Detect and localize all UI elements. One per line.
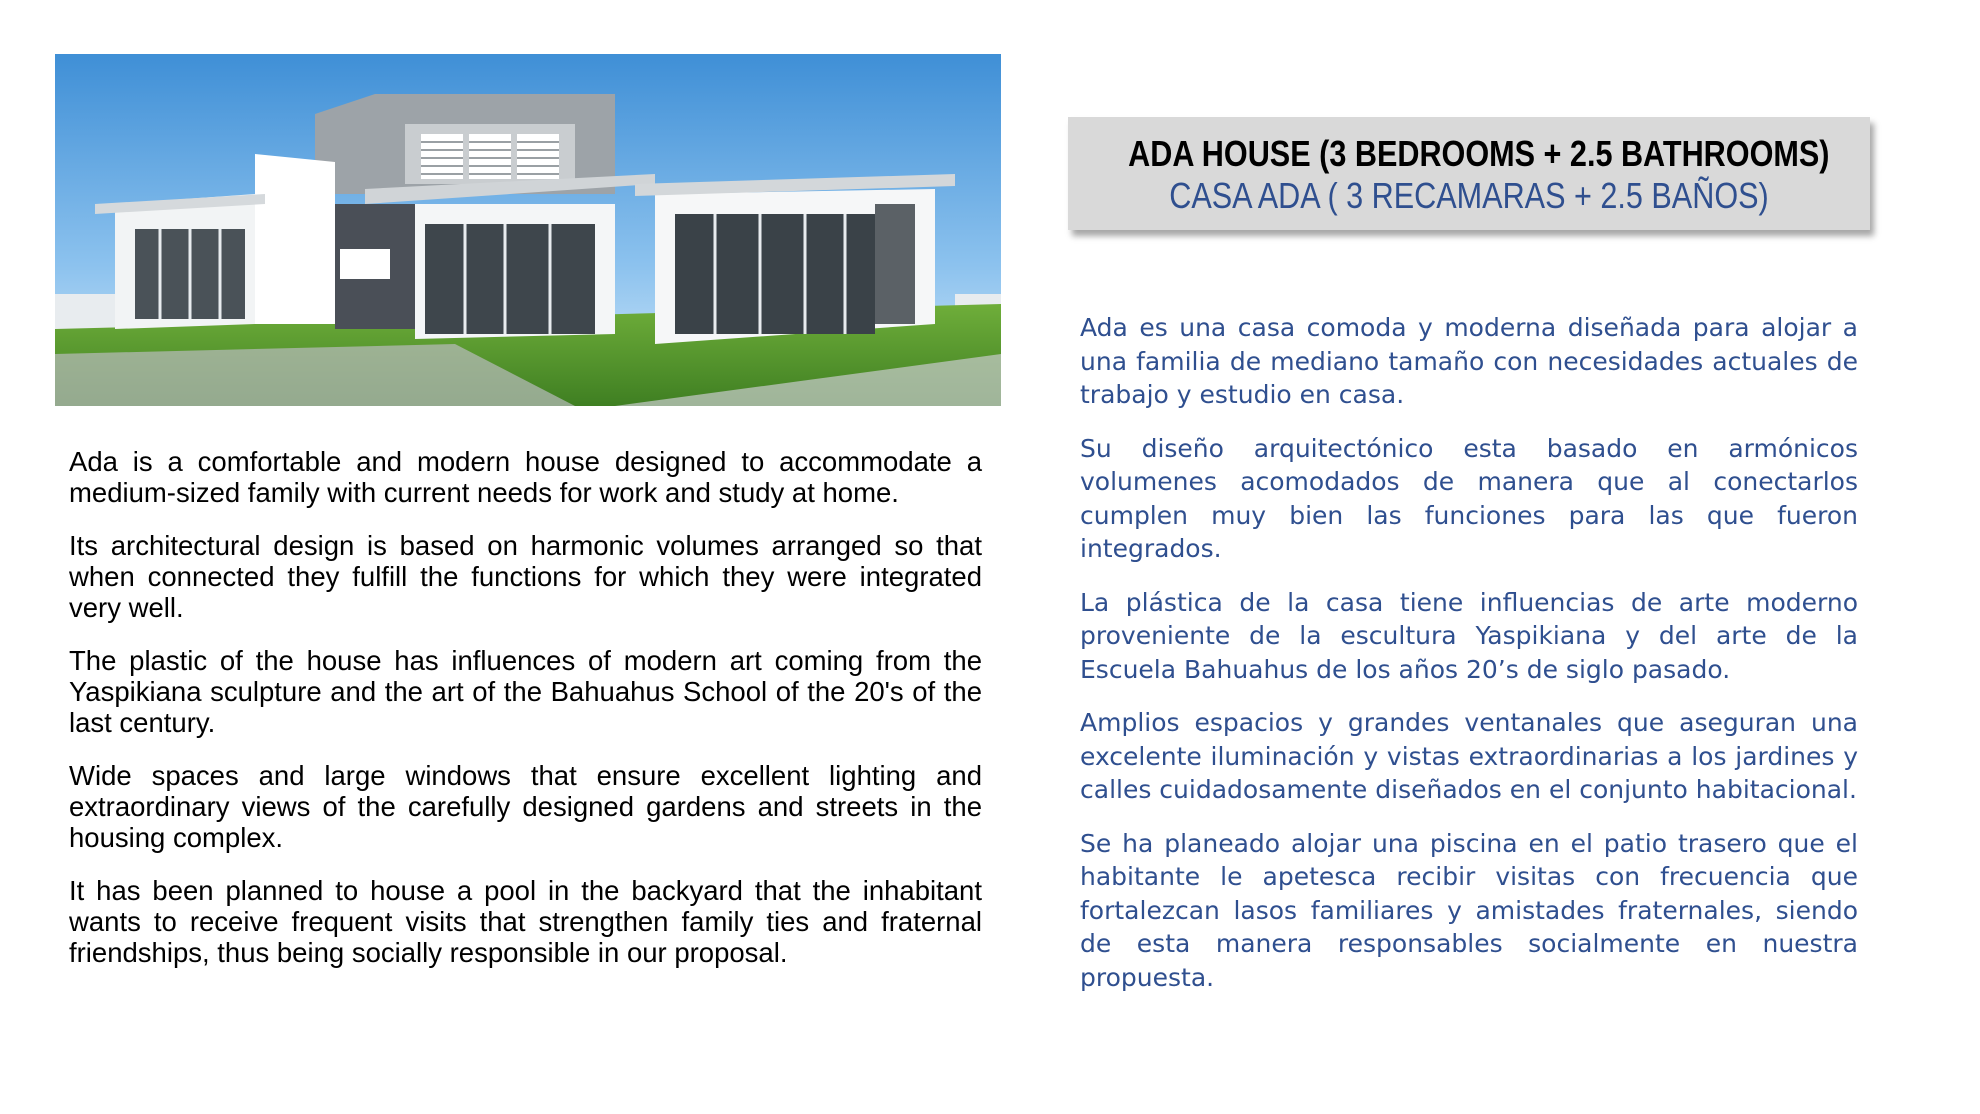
spanish-description	[1080, 311, 1858, 1014]
spanish-paragraph-3: La plástica de la casa tiene influencias de arte moderno proveniente de la escultura Yaspikiana y del arte de la Escuela Bahuahus de los años 20’s de siglo pasado.	[1080, 587, 1858, 684]
english-paragraph-4: Wide spaces and large windows that ensure excellent lighting and extraordinary views of the carefully designed gardens and streets in the housing complex.	[69, 760, 982, 853]
english-paragraph-5: It has been planned to house a pool in the backyard that the inhabitant wants to receive frequent visits that strengthen family ties and fraternal friendships, thus being socially responsible in our proposal.	[69, 875, 982, 968]
spanish-paragraph-1: Ada es una casa comoda y moderna diseñada para alojar a una familia de mediano tamaño con necesidades actuales de trabajo y estudio en casa.	[1080, 313, 1858, 409]
spanish-paragraph-2: Su diseño arquitectónico esta basado en armónicos volumenes acomodados de manera que al conectarlos cumplen muy bien las funciones para las que fueron integrados.	[1080, 433, 1858, 563]
house-render-illustration	[55, 54, 1001, 406]
english-description	[69, 446, 982, 990]
house-render-image	[55, 54, 1001, 406]
english-paragraph-1: Ada is a comfortable and modern house designed to accommodate a medium-sized family with current needs for work and study at home.	[69, 446, 982, 508]
english-paragraph-3: The plastic of the house has influences of modern art coming from the Yaspikiana sculpture and the art of the Bahuahus School of the 20's of the last century.	[69, 645, 982, 738]
title-english: ADA HOUSE (3 BEDROOMS + 2.5 BATHROOMS)	[1128, 133, 1830, 174]
title-spanish: CASA ADA ( 3 RECAMARAS + 2.5 BAÑOS)	[1169, 175, 1769, 216]
title-box	[1068, 117, 1870, 230]
spanish-paragraph-4: Amplios espacios y grandes ventanales que aseguran una excelente iluminación y vistas extraordinarias a los jardines y calles cuidadosamente diseñados en el conjunto habitacional.	[1080, 708, 1858, 804]
english-paragraph-2: Its architectural design is based on harmonic volumes arranged so that when connected they fulfill the functions for which they were integrated very well.	[69, 530, 982, 623]
spanish-paragraph-5: Se ha planeado alojar una piscina en el patio trasero que el habitante le apetesca recibir visitas con frecuencia que fortalezcan lasos familiares y amistades fraternales, siendo de esta manera responsables socialmente en nuestra propuesta.	[1080, 828, 1858, 992]
